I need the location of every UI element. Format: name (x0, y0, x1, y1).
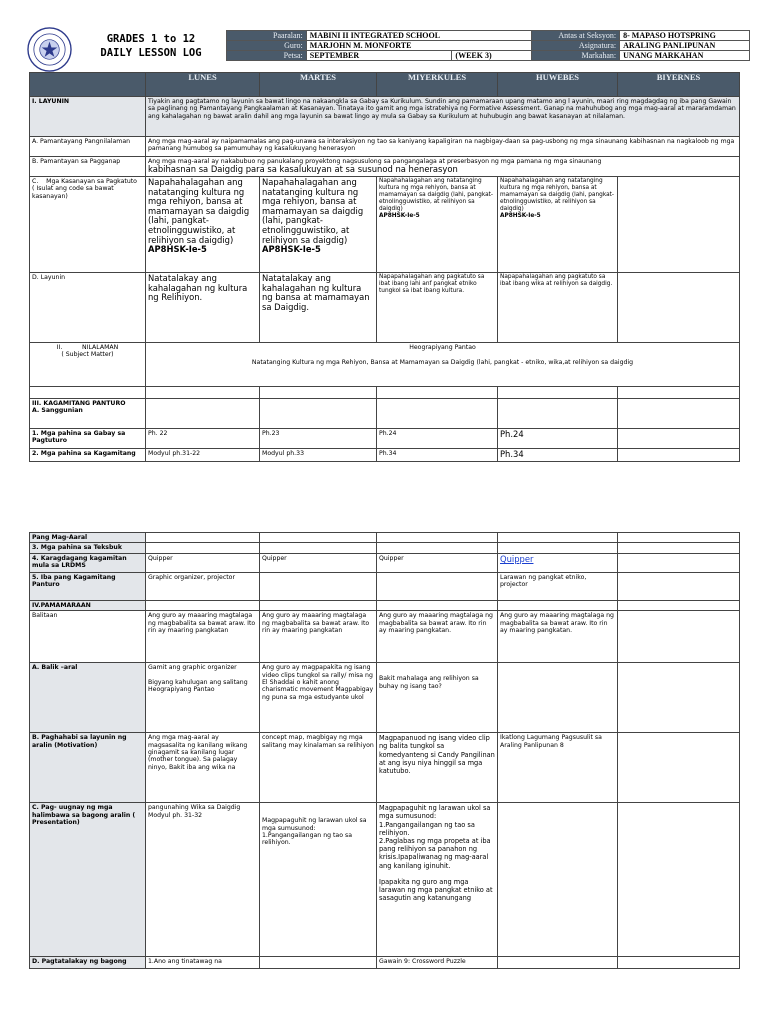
petsa-label: Petsa: (227, 51, 307, 61)
guro-value: MARJOHN M. MONFORTE (306, 41, 532, 51)
gabay-lunes: Ph. 22 (146, 429, 260, 449)
balitaan-martes: Ang guro ay maaaring magtalaga ng magbabalita sa bawat araw. Ito rin ay maaring pangkatan (260, 611, 377, 663)
lrdms-martes: Quipper (260, 553, 377, 572)
layunin-huwebes: Napapahalagahan ang pagkatuto sa ibat ibang wika at relihiyon sa daigdig. (498, 273, 618, 343)
kasanayan-biyernes (618, 177, 740, 273)
paghahabi-miyerkules: Magpapanuod ng isang video clip ng balita tungkol sa komedyanteng si Candy Pangilinan at ang isyu niya hinggil sa mga katutubo. (377, 733, 498, 803)
gabay-label: 1. Mga pahina sa Gabay sa Pagtuturo (30, 429, 146, 449)
lrdms-label: 4. Karagdagang kagamitan mula sa LRDMS (30, 553, 146, 572)
asignatura-label: Asignatura: (532, 41, 620, 51)
day-header-martes: MARTES (260, 73, 377, 97)
layunin-lunes: Natatalakay ang kahalagahan ng kultura ng Relihiyon. (146, 273, 260, 343)
week-value: (WEEK 3) (452, 51, 532, 61)
kasanayan-label: C. Mga Kasanayan sa Pagkatuto ( Isulat ang code sa bawat kasanayan) (30, 177, 146, 273)
title-line-1: GRADES 1 to 12 (106, 33, 196, 45)
lrdms-lunes: Quipper (146, 553, 260, 572)
guro-label: Guro: (227, 41, 307, 51)
pag-uugnay-miyerkules: Magpapaguhit ng larawan ukol sa mga sumusunod: 1.Pangangailangan ng tao sa relihiyon. 2.Paglabas ng mga propeta at iba pang relihiyon sa panahon ng krisis.Ipapaliwanag ng mag-aaral ang kanilang iginuhit. Ipapakita ng guro ang mga larawan ng mga pangkat etniko at sasagutin ang katanungang (377, 803, 498, 957)
kasanayan-huwebes: Napahahalagahan ang natatanging kultura ng mga rehiyon, bansa at mamamayan sa daigdig (lahi, pangkat- etnolingguwistiko, at relihiyon sa daigdig) AP8HSK-Ie-5 (498, 177, 618, 273)
kasanayan-martes: Napahahalagahan ang natatanging kultura ng mga rehiyon, bansa at mamamayan sa daigdig (lahi, pangkat-etnolingguwistiko, at relihiyon sa daigdig) AP8HSK-Ie-5 (260, 177, 377, 273)
pamantayang-pangnilalaman-text: Ang mga mag-aaral ay naipamamalas ang pag-unawa sa interaksiyon ng tao sa kaniyang kapaligiran na nagbigay-daan sa pag-usbong ng mga sinaunang kabihasnan na nagkaloob ng mga pamanang humubog sa pamumuhay ng kasalukuyang henerasyon (146, 137, 740, 157)
title-line-2: DAILY LESSON LOG (100, 47, 202, 59)
lesson-log-table-page-2 (29, 532, 740, 969)
layunin-biyernes (618, 273, 740, 343)
kagamitang-pahina-label: 2. Mga pahina sa Kagamitang (30, 449, 146, 462)
iba-pang-kagamitan-huwebes: Larawan ng pangkat etniko, projector (498, 572, 618, 600)
kasanayan-miyerkules: Napahahalagahan ang natatanging kultura ng mga rehiyon, bansa at mamamayan sa daigdig (lahi, pangkat- etnolingguwistiko, at relihiyon sa daigdig) AP8HSK-Ie-5 (377, 177, 498, 273)
petsa-value: SEPTEMBER (306, 51, 452, 61)
day-header-biyernes: BIYERNES (618, 73, 740, 97)
paghahabi-martes: concept map, magbigay ng mga salitang may kinalaman sa relihiyon (260, 733, 377, 803)
balitaan-miyerkules: Ang guro ay maaaring magtalaga ng magbabalita sa bawat araw. Ito rin ay maaring pangkatan. (377, 611, 498, 663)
pag-uugnay-martes: Magpapaguhit ng larawan ukol sa mga sumusunod: 1.Pangangailangan ng tao sa relihiyon. (260, 803, 377, 957)
balik-aral-label: A. Balik –aral (30, 663, 146, 733)
blank-row-label (30, 387, 146, 399)
layunin-d-label: D. Layunin (30, 273, 146, 343)
header-info-table (226, 30, 750, 61)
layunin-miyerkules: Napapahalagahan ang pagkatuto sa ibat ibang lahi anf pangkat etniko tungkol sa ibat ibang kultura. (377, 273, 498, 343)
asignatura-value: ARALING PANLIPUNAN (620, 41, 750, 51)
iba-pang-kagamitan-label: 5. Iba pang Kagamitang Panturo (30, 572, 146, 600)
pagtatalakay-label: D. Pagtatalakay ng bagong (30, 957, 146, 969)
nilalaman-text: Heograpiyang Pantao Natatanging Kultura ng mga Rehiyon, Bansa at Mamamayan sa Daigdig (lahi, pangkat - etniko, wika,at relihiyon sa daigdig (146, 343, 740, 387)
kagamitang-huwebes: Ph.34 (498, 449, 618, 462)
corner-cell (30, 73, 146, 97)
paaralan-label: Paaralan: (227, 31, 307, 41)
balitaan-huwebes: Ang guro ay maaaring magtalaga ng magbabalita sa bawat araw. Ito rin ay maaring pangkatan. (498, 611, 618, 663)
balitaan-lunes: Ang guro ay maaaring magtalaga ng magbabalita sa bawat araw. Ito rin ay maaring pangkatan (146, 611, 260, 663)
layunin-martes: Natatalakay ang kahalagahan ng kultura ng bansa at mamamayan sa Daigdig. (260, 273, 377, 343)
pamantayan-sa-pagganap-label: B. Pamantayan sa Pagganap (30, 157, 146, 177)
paaralan-value: MABINI II INTEGRATED SCHOOL (306, 31, 532, 41)
lrdms-huwebes (498, 553, 618, 572)
gabay-martes: Ph.23 (260, 429, 377, 449)
pag-uugnay-label: C. Pag- uugnay ng mga halimbawa sa bagong aralin ( Presentation) (30, 803, 146, 957)
quipper-link[interactable]: Quipper (500, 553, 534, 564)
teksbuk-label: 3. Mga pahina sa Teksbuk (30, 543, 146, 553)
kagamitang-label: III. KAGAMITANG PANTURO A. Sanggunian (30, 399, 146, 429)
balik-aral-miyerkules: Bakit mahalaga ang relihiyon sa buhay ng isang tao? (377, 663, 498, 733)
pag-uugnay-lunes: pangunahing Wika sa Daigdig Modyul ph. 31-32 (146, 803, 260, 957)
kagamitang-miyerkules: Ph.34 (377, 449, 498, 462)
pagtatalakay-miyerkules: Gawain 9: Crossword Puzzle (377, 957, 498, 969)
pamantayang-pangnilalaman-label: A. Pamantayang Pangnilalaman (30, 137, 146, 157)
pagtatalakay-lunes: 1.Ano ang tinatawag na (146, 957, 260, 969)
day-header-huwebes: HUWEBES (498, 73, 618, 97)
layunin-text: Tiyakin ang pagtatamo ng layunin sa bawat lingo na nakaangkla sa Gabay sa Kurikulum. Sundin ang pamamaraan upang matamo ang l ayunin, maari ring magdagdag ng iba pang Gawain sa paglinang ng Pamantayang Pangkaalaman at Kasanayan. Tinataya ito gamit ang mga istratehiya ng Formative Assessment. Ganap na mahuhubog ang mga mag-aaral at mararamdaman ang kahalagahan ng bawat aralin dahil ang mga layunin sa bawat lingo ay mula sa Gabay sa Kurikulum at huhubugin ang bawat kasanayan at nilalaman. (146, 97, 740, 137)
day-header-miyerkules: MIYERKULES (377, 73, 498, 97)
kasanayan-lunes: Napahahalagahan ang natatanging kultura ng mga rehiyon, bansa at mamamayan sa daigdig (lahi, pangkat-etnolingguwistiko, at relihiyon sa daigdig) AP8HSK-Ie-5 (146, 177, 260, 273)
antas-value: 8- MAPASO HOTSPRING (620, 31, 750, 41)
pamantayan-sa-pagganap-text: Ang mga mag-aaral ay nakabubuo ng panukalang proyektong nagsusulong sa pangangalaga at preserbasyon ng mga pamana ng mga sinaunang kabihasnan sa Daigdig para sa kasalukuyan at sa susunod na henerasyon (146, 157, 740, 177)
deped-seal-icon (27, 27, 72, 72)
paghahabi-huwebes: Ikatlong Lagumang Pagsusulit sa Araling Panlipunan 8 (498, 733, 618, 803)
balik-aral-lunes: Gamit ang graphic organizer Bigyang kahulugan ang salitang Heograpiyang Pantao (146, 663, 260, 733)
layunin-label: I. LAYUNIN (30, 97, 146, 137)
pang-mag-aaral-label: Pang Mag-Aaral (30, 533, 146, 543)
iba-pang-kagamitan-lunes: Graphic organizer, projector (146, 572, 260, 600)
antas-label: Antas at Seksyon: (532, 31, 620, 41)
paghahabi-label: B. Paghahabi sa layunin ng aralin (Motivation) (30, 733, 146, 803)
balik-aral-martes: Ang guro ay magpapakita ng isang video clips tungkol sa rally/ misa ng El Shaddai o kahit anong charismatic movement Magpabigay ng puna sa mga estudyante ukol (260, 663, 377, 733)
gabay-miyerkules: Ph.24 (377, 429, 498, 449)
gabay-huwebes: Ph.24 (498, 429, 618, 449)
document-title (76, 32, 226, 60)
kagamitang-martes: Modyul ph.33 (260, 449, 377, 462)
balitaan-label: Balitaan (30, 611, 146, 663)
markahan-value: UNANG MARKAHAN (620, 51, 750, 61)
day-header-lunes: LUNES (146, 73, 260, 97)
lesson-log-table-page-1 (29, 72, 740, 462)
paghahabi-lunes: Ang mga mag-aaral ay magsasalita ng kanilang wikang ginagamit sa kanilang lugar (mother tongue). Sa palagay ninyo, Bakit iba ang wika na (146, 733, 260, 803)
nilalaman-label: II. NILALAMAN ( Subject Matter) (30, 343, 146, 387)
lrdms-miyerkules: Quipper (377, 553, 498, 572)
kagamitang-lunes: Modyul ph.31-22 (146, 449, 260, 462)
pamamaraan-label: IV.PAMAMARAAN (30, 600, 146, 610)
markahan-label: Markahan: (532, 51, 620, 61)
